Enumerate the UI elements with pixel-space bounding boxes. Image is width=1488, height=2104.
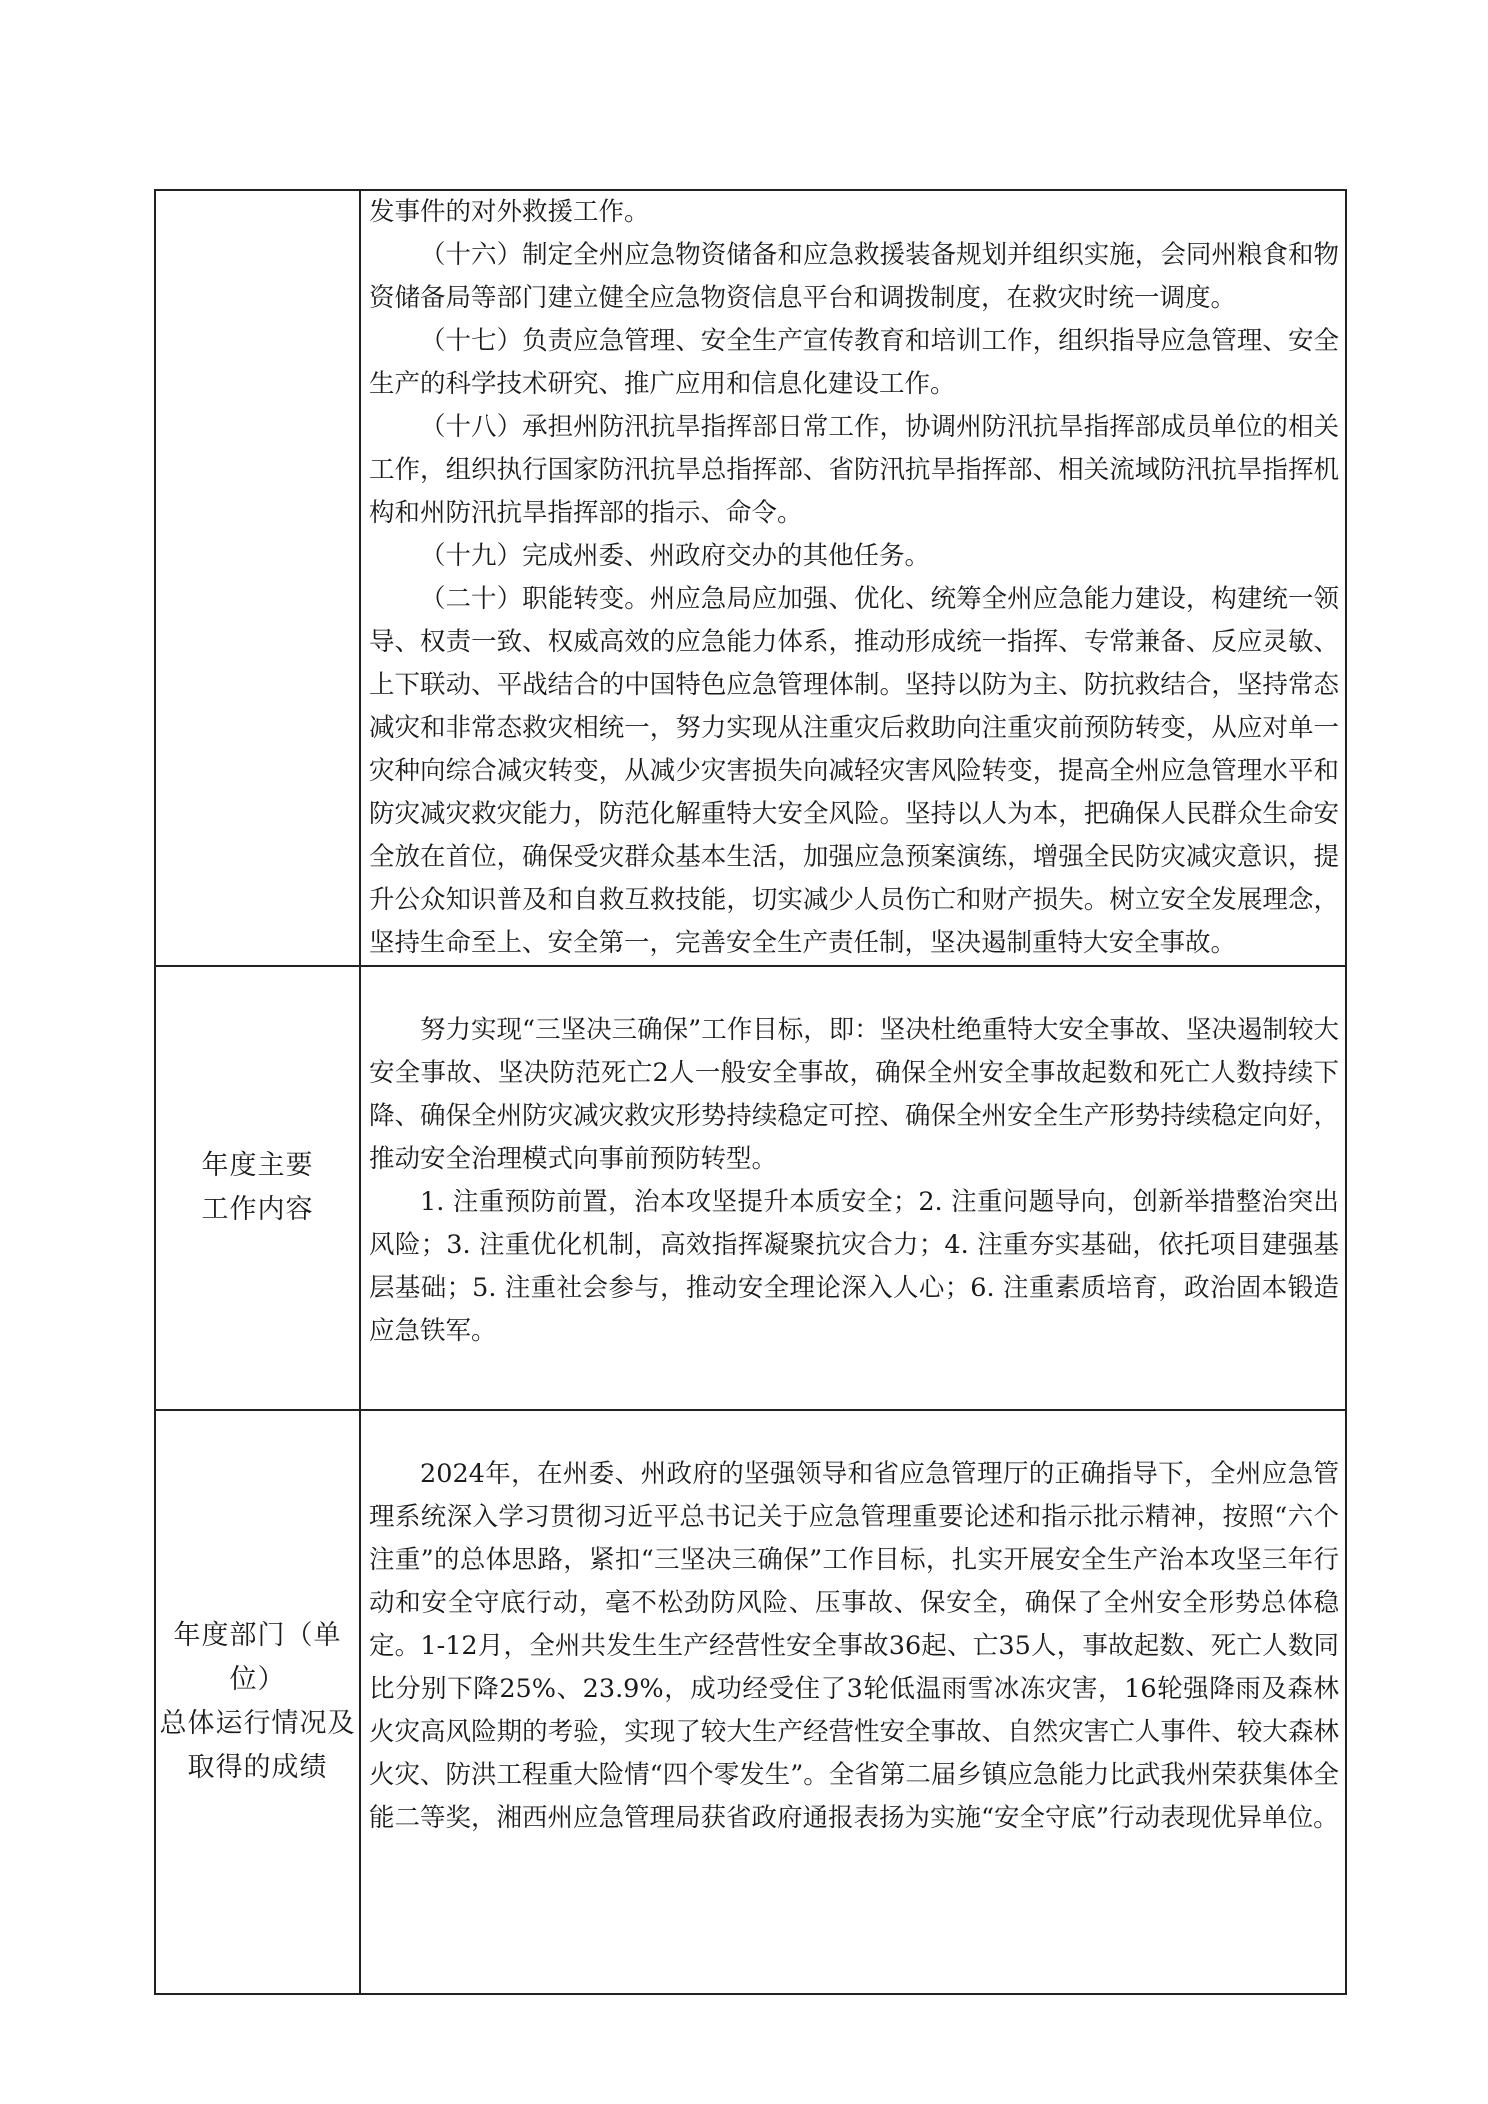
paragraph: 努力实现“三坚决三确保”工作目标，即：坚决杜绝重特大安全事故、坚决遏制较大安全事故、坚决防范死亡2人一般安全事故，确保全州安全事故起数和死亡人数持续下降、确保全州防灾减灾救灾形势持续稳定可控、确保全州安全生产形势持续稳定向好，推动安全治理模式向事前预防转型。: [369, 1015, 1339, 1174]
paragraph: 2024年，在州委、州政府的坚强领导和省应急管理厅的正确指导下，全州应急管理系统深入学习贯彻习近平总书记关于应急管理重要论述和指示批示精神，按照“六个注重”的总体思路，紧扣“三坚决三确保”工作目标，扎实开展安全生产治本攻坚三年行动和安全守底行动，毫不松劲防风险、压事故、保安全，确保了全州安全形势总体稳定。1-12月，全州共发生生产经营性安全事故36起、亡35人，事故起数、死亡人数同比分别下降25%、23.9%，成功经受住了3轮低温雨雪冰冻灾害，16轮强降雨及森林火灾高风险期的考验，实现了较大生产经营性安全事故、自然灾害亡人事件、较大森林火灾、防洪工程重大险情“四个零发生”。全省第二届乡镇应急能力比武我州荣获集体全能二等奖，湘西州应急管理局获省政府通报表扬为实施“安全守底”行动表现优异单位。: [369, 1459, 1339, 1833]
label-line: 总体运行情况及: [159, 1708, 356, 1739]
label-line: 工作内容: [201, 1194, 314, 1225]
paragraph: （十八）承担州防汛抗旱指挥部日常工作，协调州防汛抗旱指挥部成员单位的相关工作，组织执行国家防汛抗旱总指挥部、省防汛抗旱指挥部、相关流域防汛抗旱指挥机构和州防汛抗旱指挥部的指示、命令。: [369, 412, 1339, 528]
label-line: 年度部门（单位）: [173, 1620, 342, 1695]
annual-work-content: [360, 966, 1346, 1410]
row-label-empty: [155, 190, 360, 966]
report-table: [154, 189, 1347, 1995]
paragraph: （十七）负责应急管理、安全生产宣传教育和培训工作，组织指导应急管理、安全生产的科学技术研究、推广应用和信息化建设工作。: [369, 326, 1339, 399]
label-line: 取得的成绩: [187, 1752, 328, 1783]
performance-content: [360, 1410, 1346, 1994]
table-row-performance: [155, 1410, 1346, 1994]
row-label-annual-work: [155, 966, 360, 1410]
table-row-duties: [155, 190, 1346, 966]
paragraph: （二十）职能转变。州应急局应加强、优化、统筹全州应急能力建设，构建统一领导、权责一致、权威高效的应急能力体系，推动形成统一指挥、专常兼备、反应灵敏、上下联动、平战结合的中国特色应急管理体制。坚持以防为主、防抗救结合，坚持常态减灾和非常态救灾相统一，努力实现从注重灾后救助向注重灾前预防转变，从应对单一灾种向综合减灾转变，从减少灾害损失向减轻灾害风险转变，提高全州应急管理水平和防灾减灾救灾能力，防范化解重特大安全风险。坚持以人为本，把确保人民群众生命安全放在首位，确保受灾群众基本生活，加强应急预案演练，增强全民防灾减灾意识，提升公众知识普及和自救互救技能，切实减少人员伤亡和财产损失。树立安全发展理念，坚持生命至上、安全第一，完善安全生产责任制，坚决遏制重特大安全事故。: [369, 584, 1339, 958]
paragraph: （十九）完成州委、州政府交办的其他任务。: [420, 541, 931, 571]
paragraph: （十六）制定全州应急物资储备和应急救援装备规划并组织实施，会同州粮食和物资储备局等部门建立健全应急物资信息平台和调拨制度，在救灾时统一调度。: [369, 240, 1339, 313]
paragraph: 1. 注重预防前置，治本攻坚提升本质安全；2. 注重问题导向，创新举措整治突出风险；3. 注重优化机制，高效指挥凝聚抗灾合力；4. 注重夯实基础，依托项目建强基层基础；5. 注重社会参与，推动安全理论深入人心；6. 注重素质培育，政治固本锻造应急铁军。: [369, 1187, 1339, 1346]
label-line: 年度主要: [201, 1150, 314, 1181]
table-row-annual-work: [155, 966, 1346, 1410]
paragraph: 发事件的对外救援工作。: [369, 197, 650, 227]
row-label-performance: [155, 1410, 360, 1994]
duties-content: [360, 190, 1346, 966]
